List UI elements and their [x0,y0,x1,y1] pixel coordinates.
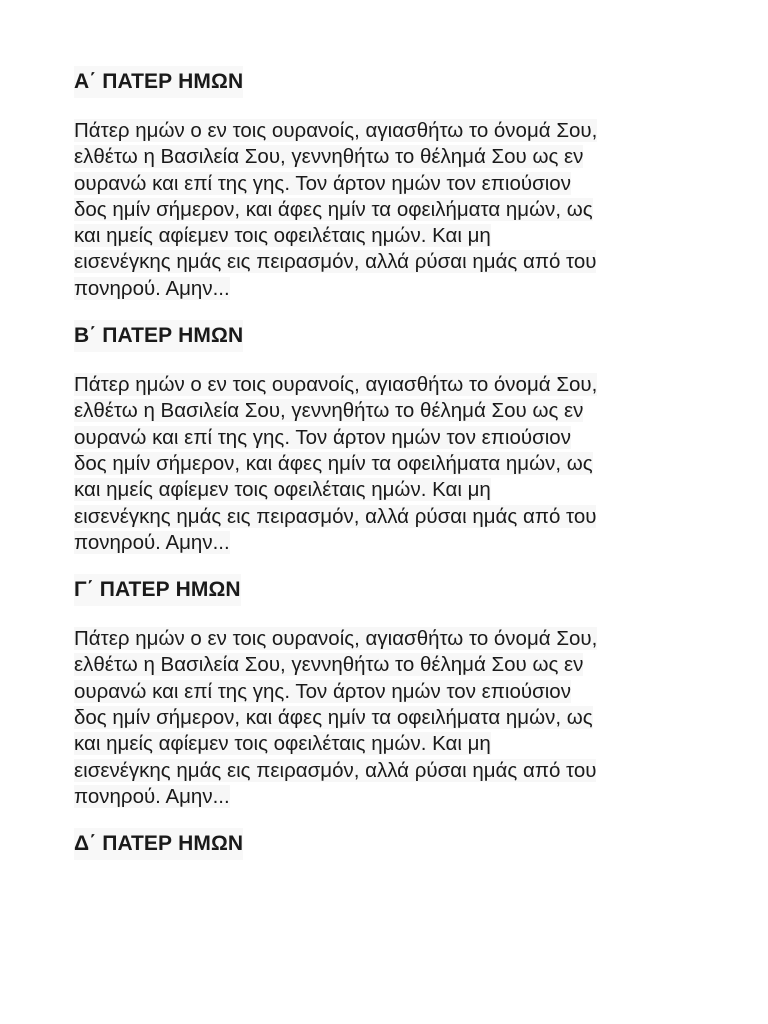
prayer-line: εισενέγκης ημάς εις πειρασμόν, αλλά ρύσαι ημάς από του [74,250,597,274]
prayer-line: εισενέγκης ημάς εις πειρασμόν, αλλά ρύσαι ημάς από του [74,504,597,528]
prayer-line: Πάτερ ημών ο εν τοις ουρανοίς, αγιασθήτω το όνομά Σου, [74,119,598,142]
section-2 [74,320,714,556]
prayer-line: και ημείς αφίεμεν τοις οφειλέταις ημών. Και μη [74,478,491,502]
section-heading: Α΄ ΠΑΤΕΡ ΗΜΩΝ [74,66,243,98]
prayer-line: ελθέτω η Βασιλεία Σου, γεννηθήτω το θέλημά Σου ως εν [74,145,584,169]
prayer-line: πονηρού. Αμην... [74,276,230,300]
prayer-paragraph [74,118,694,302]
section-4 [74,828,714,860]
section-heading: Β΄ ΠΑΤΕΡ ΗΜΩΝ [74,320,243,352]
prayer-line: ελθέτω η Βασιλεία Σου, γεννηθήτω το θέλημά Σου ως εν [74,399,584,423]
prayer-paragraph [74,626,694,810]
section-heading: Δ΄ ΠΑΤΕΡ ΗΜΩΝ [74,828,243,860]
prayer-line: ελθέτω η Βασιλεία Σου, γεννηθήτω το θέλημά Σου ως εν [74,653,584,677]
section-3 [74,574,714,810]
prayer-line: ουρανώ και επί της γης. Τον άρτον ημών τον επιούσιον [74,171,571,195]
prayer-line: πονηρού. Αμην... [74,784,230,808]
prayer-line: και ημείς αφίεμεν τοις οφειλέταις ημών. Και μη [74,732,491,756]
prayer-line: Πάτερ ημών ο εν τοις ουρανοίς, αγιασθήτω το όνομά Σου, [74,627,598,651]
prayer-line: και ημείς αφίεμεν τοις οφειλέταις ημών. Και μη [74,224,491,248]
section-1 [74,66,714,302]
prayer-line: πονηρού. Αμην... [74,530,230,554]
document-page [74,66,714,860]
prayer-line: δος ημίν σήμερον, και άφες ημίν τα οφειλήματα ημών, ως [74,451,593,475]
prayer-line: δος ημίν σήμερον, και άφες ημίν τα οφειλήματα ημών, ως [74,706,593,730]
prayer-line: δος ημίν σήμερον, και άφες ημίν τα οφειλήματα ημών, ως [74,197,593,221]
prayer-line: εισενέγκης ημάς εις πειρασμόν, αλλά ρύσαι ημάς από του [74,758,597,782]
prayer-line: Πάτερ ημών ο εν τοις ουρανοίς, αγιασθήτω το όνομά Σου, [74,373,598,397]
section-heading: Γ΄ ΠΑΤΕΡ ΗΜΩΝ [74,574,241,606]
prayer-paragraph [74,372,694,556]
prayer-line: ουρανώ και επί της γης. Τον άρτον ημών τον επιούσιον [74,425,571,449]
prayer-line: ουρανώ και επί της γης. Τον άρτον ημών τον επιούσιον [74,679,571,703]
